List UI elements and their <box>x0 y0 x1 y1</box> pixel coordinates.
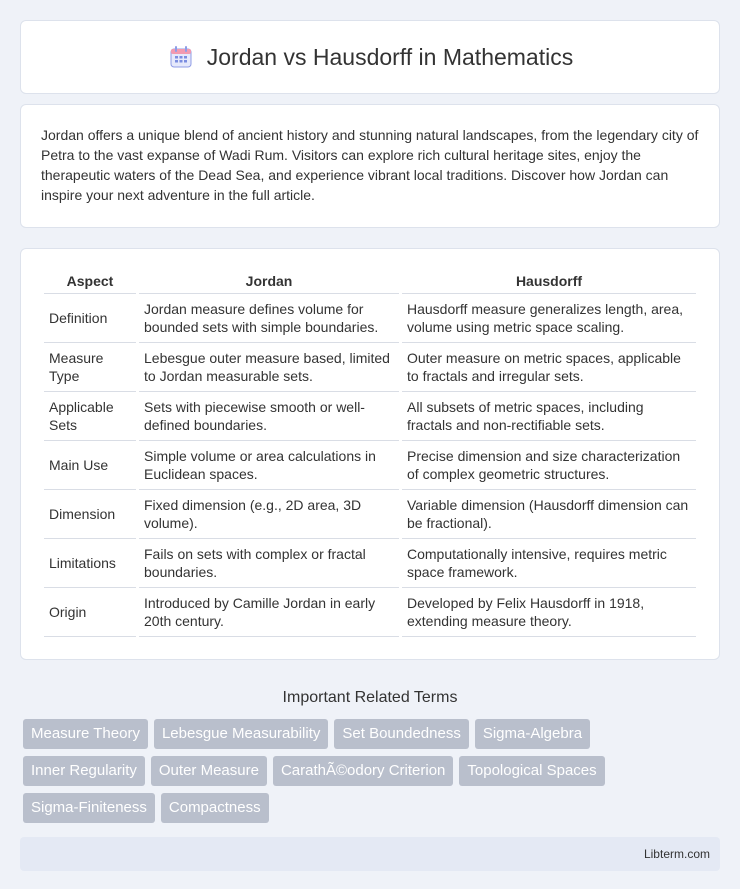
tag-set-boundedness[interactable]: Set Boundedness <box>334 719 468 749</box>
row-hausdorff: All subsets of metric spaces, including fractals and non-rectifiable sets. <box>402 392 696 441</box>
comparison-table <box>41 269 699 637</box>
row-aspect: Measure Type <box>44 343 136 392</box>
table-header-row <box>44 269 696 294</box>
row-jordan: Fixed dimension (e.g., 2D area, 3D volume). <box>139 490 399 539</box>
row-hausdorff: Hausdorff measure generalizes length, area, volume using metric space scaling. <box>402 294 696 343</box>
tag-outer-measure[interactable]: Outer Measure <box>151 756 267 786</box>
row-hausdorff: Variable dimension (Hausdorff dimension can be fractional). <box>402 490 696 539</box>
row-aspect: Origin <box>44 588 136 637</box>
table-row <box>44 441 696 490</box>
tag-inner-regularity[interactable]: Inner Regularity <box>23 756 145 786</box>
table-row <box>44 539 696 588</box>
row-jordan: Sets with piecewise smooth or well-defined boundaries. <box>139 392 399 441</box>
row-jordan: Fails on sets with complex or fractal boundaries. <box>139 539 399 588</box>
row-hausdorff: Developed by Felix Hausdorff in 1918, extending measure theory. <box>402 588 696 637</box>
table-row <box>44 294 696 343</box>
tag-compactness[interactable]: Compactness <box>161 793 269 823</box>
footer-bar <box>20 837 720 871</box>
column-header-jordan: Jordan <box>139 269 399 294</box>
row-jordan: Simple volume or area calculations in Euclidean spaces. <box>139 441 399 490</box>
row-aspect: Applicable Sets <box>44 392 136 441</box>
table-row <box>44 392 696 441</box>
tag-sigma-finiteness[interactable]: Sigma-Finiteness <box>23 793 155 823</box>
column-header-aspect: Aspect <box>44 269 136 294</box>
column-header-hausdorff: Hausdorff <box>402 269 696 294</box>
tag-lebesgue-measurability[interactable]: Lebesgue Measurability <box>154 719 328 749</box>
table-row <box>44 490 696 539</box>
row-aspect: Definition <box>44 294 136 343</box>
tag-sigma-algebra[interactable]: Sigma-Algebra <box>475 719 590 749</box>
table-row <box>44 343 696 392</box>
comparison-card <box>20 248 720 660</box>
page-title: Jordan vs Hausdorff in Mathematics <box>206 43 574 70</box>
tag-measure-theory[interactable]: Measure Theory <box>23 719 148 749</box>
intro-text: Jordan offers a unique blend of ancient history and stunning natural landscapes, from the legendary city of Petra to the vast expanse of Wadi Rum. Visitors can explore rich cultural heritage sites, enjoy the therapeutic waters of the Dead Sea, and experience vibrant local traditions. Discover how Jordan can inspire your next adventure in the full article. <box>41 127 699 203</box>
row-aspect: Main Use <box>44 441 136 490</box>
tag-caratheodory-criterion[interactable]: CarathÃ©odory Criterion <box>273 756 453 786</box>
row-aspect: Dimension <box>44 490 136 539</box>
row-hausdorff: Outer measure on metric spaces, applicable to fractals and irregular sets. <box>402 343 696 392</box>
row-jordan: Lebesgue outer measure based, limited to Jordan measurable sets. <box>139 343 399 392</box>
row-jordan: Introduced by Camille Jordan in early 20th century. <box>139 588 399 637</box>
related-terms-list <box>20 719 720 823</box>
calendar-icon <box>167 43 195 71</box>
tag-topological-spaces[interactable]: Topological Spaces <box>459 756 604 786</box>
intro-card <box>20 104 720 228</box>
row-aspect: Limitations <box>44 539 136 588</box>
page-header <box>20 20 720 94</box>
footer-brand-link[interactable]: Libterm.com <box>643 847 710 861</box>
related-terms-title: Important Related Terms <box>282 689 458 706</box>
row-jordan: Jordan measure defines volume for bounded sets with simple boundaries. <box>139 294 399 343</box>
row-hausdorff: Computationally intensive, requires metric space framework. <box>402 539 696 588</box>
row-hausdorff: Precise dimension and size characterization of complex geometric structures. <box>402 441 696 490</box>
table-row <box>44 588 696 637</box>
